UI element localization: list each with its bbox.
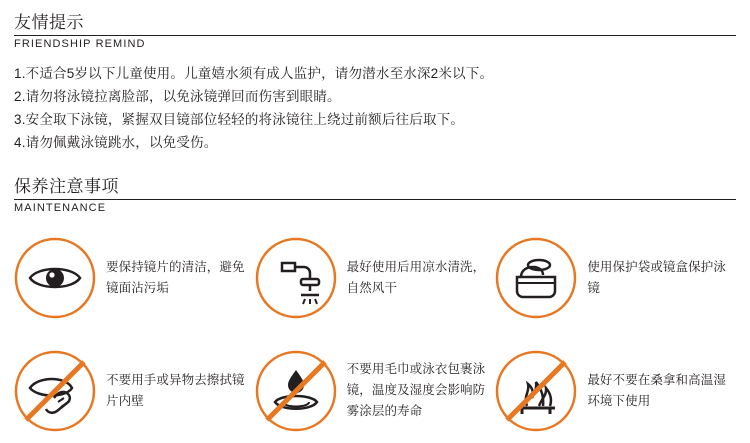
maintenance-item xyxy=(495,338,736,443)
goggle-case-icon xyxy=(495,237,577,319)
towel-wrap-no-icon xyxy=(255,350,337,432)
friendship-remind-heading xyxy=(14,12,736,51)
maintenance-title-en: MAINTENANCE xyxy=(14,202,107,214)
faucet-water-icon xyxy=(255,237,337,319)
maintenance-item-text: 最好使用后用凉水清洗，自然风干 xyxy=(346,259,486,295)
heading-divider xyxy=(14,35,736,36)
friendship-remind-title-cn: 友情提示 xyxy=(14,13,84,32)
maintenance-item-text: 不要用手或异物去擦拭镜片内壁 xyxy=(106,372,245,408)
list-item: 3.安全取下泳镜，紧握双目镜部位轻轻的将泳镜往上绕过前额后往后取下。 xyxy=(14,112,465,127)
maintenance-item xyxy=(495,225,736,330)
friendship-remind-list xyxy=(14,62,736,154)
maintenance-item-text: 最好不要在桑拿和高温湿环境下使用 xyxy=(587,372,726,408)
maintenance-item xyxy=(255,338,496,443)
maintenance-item xyxy=(14,225,255,330)
maintenance-item-text: 要保持镜片的清洁，避免镜面沾污垢 xyxy=(106,259,245,295)
maintenance-grid xyxy=(14,225,736,443)
maintenance-heading xyxy=(14,176,736,215)
maintenance-item xyxy=(255,225,496,330)
maintenance-title-cn: 保养注意事项 xyxy=(14,177,119,196)
maintenance-item-text: 使用保护袋或镜盒保护泳镜 xyxy=(587,259,726,295)
maintenance-item-text: 不要用毛巾或泳衣包裹泳镜，温度及湿度会影响防雾涂层的寿命 xyxy=(346,362,486,418)
list-item: 2.请勿将泳镜拉离脸部，以免泳镜弹回而伤害到眼睛。 xyxy=(14,89,341,104)
list-item: 4.请勿佩戴泳镜跳水，以免受伤。 xyxy=(14,135,218,150)
list-item: 1.不适合5岁以下儿童使用。儿童嬉水须有成人监护，请勿潜水至水深2米以下。 xyxy=(14,66,494,81)
friendship-remind-title-en: FRIENDSHIP REMIND xyxy=(14,38,146,50)
hand-wiping-lens-no-icon xyxy=(14,350,96,432)
sauna-heat-no-icon xyxy=(495,350,577,432)
heading-divider xyxy=(14,199,736,200)
eye-lens-icon xyxy=(14,237,96,319)
maintenance-item xyxy=(14,338,255,443)
